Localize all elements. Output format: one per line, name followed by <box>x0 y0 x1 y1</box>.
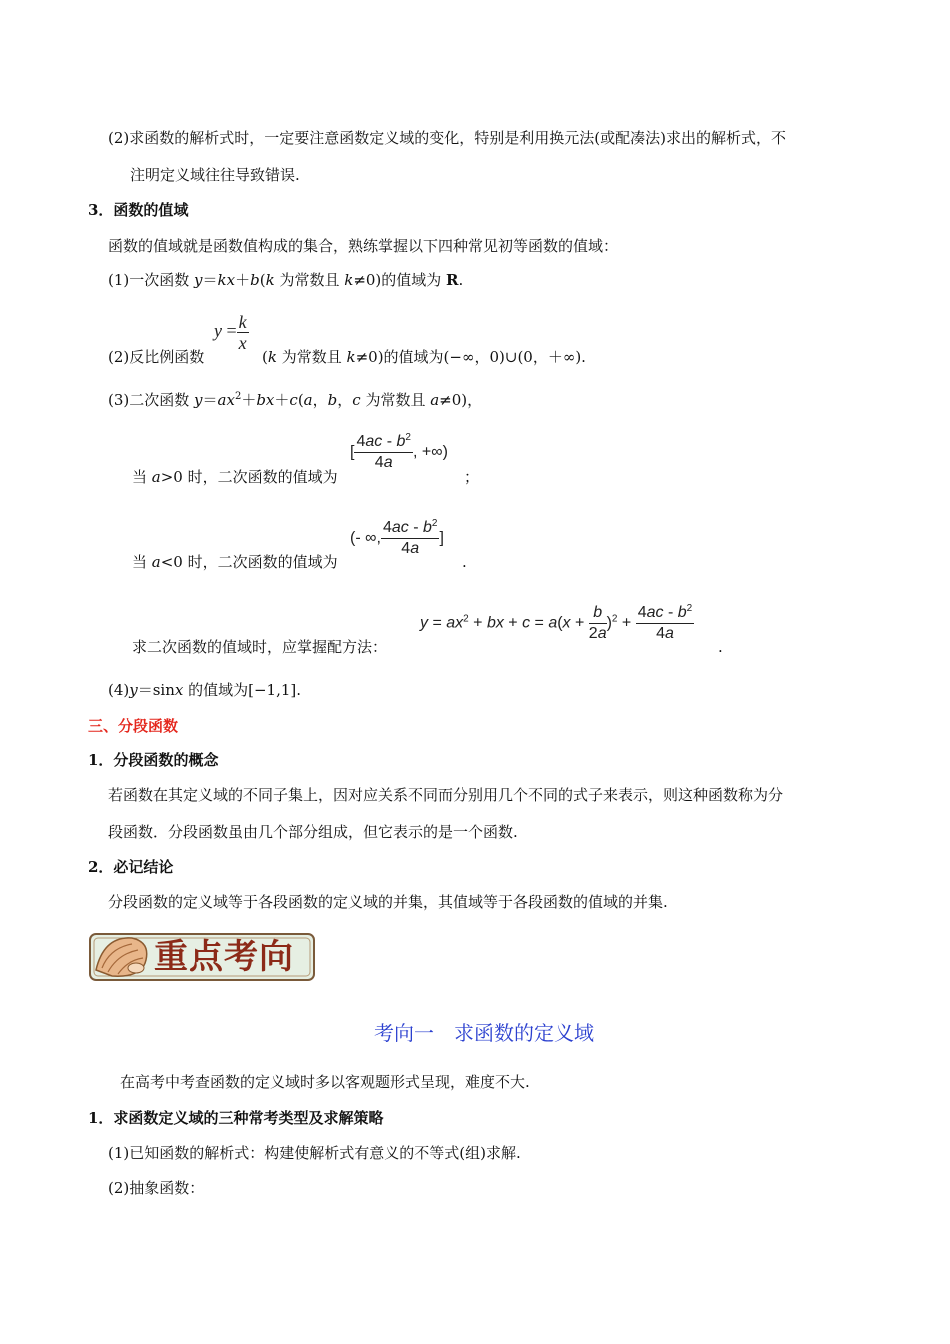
paragraph-line: 段函数．分段函数虽由几个部分组成，但它表示的是一个函数. <box>108 823 518 841</box>
punctuation: . <box>462 553 467 571</box>
list-item: (1)一次函数 y＝kx＋b(k 为常数且 k≠0)的值域为 R. <box>108 271 464 289</box>
paragraph-line: 注明定义域往往导致错误. <box>130 166 300 184</box>
paragraph-line: 函数的值域就是函数值构成的集合，熟练掌握以下四种常见初等函数的值域： <box>108 237 619 255</box>
banner-title: 重点考向 <box>154 937 294 977</box>
list-item: (1)已知函数的解析式：构建使解析式有意义的不等式(组)求解. <box>108 1144 521 1162</box>
list-item: (4)y＝sinx 的值域为[−1,1]. <box>108 681 302 699</box>
section-heading: 3．函数的值域 <box>88 201 189 219</box>
paragraph-line: 当 a>0 时，二次函数的值域为 <box>132 468 338 486</box>
list-item: (k 为常数且 k≠0)的值域为(−∞，0)∪(0，＋∞). <box>262 348 586 366</box>
subsection-heading: 1．求函数定义域的三种常考类型及求解策略 <box>88 1109 384 1127</box>
subsection-heading: 1．分段函数的概念 <box>88 751 219 769</box>
formula: [ $\frac{4ac - b^2}{4a}$ , +∞) <box>350 432 448 471</box>
punctuation: . <box>718 638 723 656</box>
paragraph-line: 求二次函数的值域时，应掌握配方法： <box>132 638 388 656</box>
paragraph-line: (2)求函数的解析式时，一定要注意函数定义域的变化，特别是利用换元法(或配凑法)求出的解析式，不 <box>108 129 786 147</box>
list-item: (2)反比例函数 <box>108 348 205 366</box>
paragraph-line: 若函数在其定义域的不同子集上，因对应关系不同而分别用几个不同的式子来表示，则这种函数称为分 <box>108 786 784 804</box>
subsection-heading: 2．必记结论 <box>88 858 174 876</box>
formula: y = $\frac{k}{x}$ <box>214 312 247 353</box>
topic-title: 考向一 求函数的定义域 <box>374 1021 594 1045</box>
paragraph-line: 分段函数的定义域等于各段函数的定义域的并集，其值域等于各段函数的值域的并集. <box>108 893 668 911</box>
seashell-icon <box>88 930 158 984</box>
paragraph-line: 在高考中考查函数的定义域时多以客观题形式呈现，难度不大. <box>120 1073 530 1091</box>
list-item: (3)二次函数 $y=ax^2+bx+c(a$，b，c 为常数且 a≠0)， <box>108 391 483 409</box>
paragraph-line: 当 a<0 时，二次函数的值域为 <box>132 553 338 571</box>
punctuation: ； <box>464 468 480 486</box>
section-heading: 三、分段函数 <box>88 717 179 735</box>
formula: (- ∞, $\frac{4ac - b^2}{4a}$ ] <box>350 518 444 557</box>
list-item: (2)抽象函数： <box>108 1179 205 1197</box>
key-topics-banner <box>88 930 316 984</box>
formula: $y = ax^2$ + bx + c = a(x + $\frac{b}{2a}$ )$^2$ + $\frac{4ac - b^2}{4a}$ <box>420 603 693 642</box>
